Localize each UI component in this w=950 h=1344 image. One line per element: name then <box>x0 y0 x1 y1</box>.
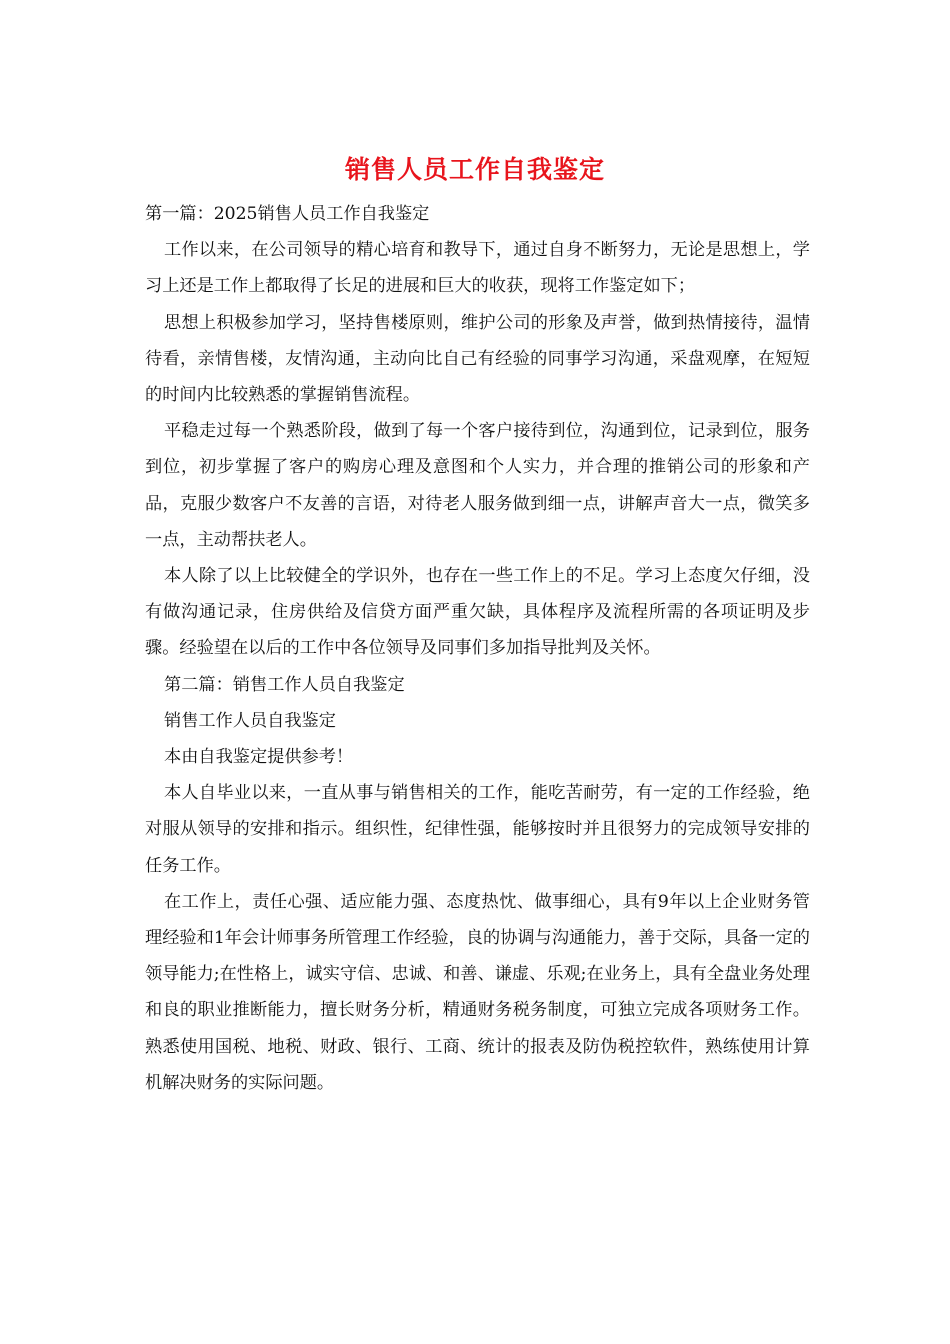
body-paragraph: 思想上积极参加学习，坚持售楼原则，维护公司的形象及声誉，做到热情接待，温情待看，亲情售楼，友情沟通，主动向比自己有经验的同事学习沟通，采盘观摩，在短短的时间内比较熟悉的掌握销售流程。 <box>145 312 810 406</box>
document-body <box>145 196 810 1101</box>
section-heading: 第一篇：2025销售人员工作自我鉴定 <box>145 204 430 224</box>
body-paragraph: 本由自我鉴定提供参考！ <box>164 747 354 768</box>
section-heading: 第二篇：销售工作人员自我鉴定 <box>164 674 405 695</box>
body-paragraph: 平稳走过每一个熟悉阶段，做到了每一个客户接待到位，沟通到位，记录到位，服务到位，初步掌握了客户的购房心理及意图和个人实力，并合理的推销公司的形象和产品，克服少数客户不友善的言语，对待老人服务做到细一点，讲解声音大一点，微笑多一点，主动帮扶老人。 <box>145 421 810 550</box>
body-paragraph: 销售工作人员自我鉴定 <box>164 710 336 731</box>
body-paragraph: 本人自毕业以来，一直从事与销售相关的工作，能吃苦耐劳，有一定的工作经验，绝对服从领导的安排和指示。组织性，纪律性强，能够按时并且很努力的完成领导安排的任务工作。 <box>145 783 810 876</box>
document-title: 销售人员工作自我鉴定 <box>344 155 605 184</box>
body-paragraph: 本人除了以上比较健全的学识外，也存在一些工作上的不足。学习上态度欠仔细，没有做沟通记录，住房供给及信贷方面严重欠缺，具体程序及流程所需的各项证明及步骤。经验望在以后的工作中各位领导及同事们多加指导批判及关怀。 <box>145 566 810 659</box>
body-paragraph: 工作以来，在公司领导的精心培育和教导下，通过自身不断努力，无论是思想上，学习上还是工作上都取得了长足的进展和巨大的收获，现将工作鉴定如下； <box>145 240 810 297</box>
body-paragraph: 在工作上，责任心强、适应能力强、态度热忱、做事细心，具有9年以上企业财务管理经验和1年会计师事务所管理工作经验，良的协调与沟通能力，善于交际，具备一定的领导能力;在性格上，诚实守信、忠诚、和善、谦虚、乐观;在业务上，具有全盘业务处理和良的职业推断能力，擅长财务分析，精通财务税务制度，可独立完成各项财务工作。熟悉使用国税、地税、财政、银行、工商、统计的报表及防伪税控软件，熟练使用计算机解决财务的实际问题。 <box>145 891 810 1093</box>
